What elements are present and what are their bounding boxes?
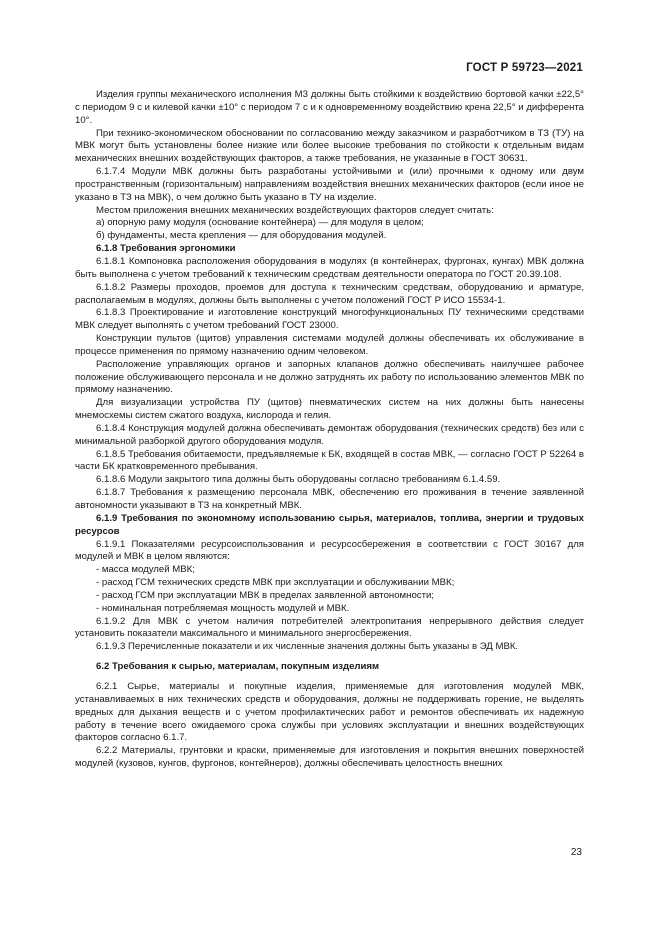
paragraph: Конструкции пультов (щитов) управления системами модулей должны обеспечивать их обслуживание в процессе применения по прямому назначению одним человеком. [75, 333, 584, 357]
paragraph: 6.1.8.4 Конструкция модулей должна обеспечивать демонтаж оборудования (технических средств) без или с минимальной разборкой другого оборудования модуля. [75, 422, 584, 447]
paragraph: Расположение управляющих органов и запорных клапанов должно обеспечивать наилучшее рабочее положение обслуживающего персонала и не должно затруднять их работу по использованию элементов МВК по прямому назначению. [75, 358, 584, 396]
list-item: - номинальная потребляемая мощность модулей и МВК. [96, 602, 350, 614]
paragraph: 6.1.9.3 Перечисленные показатели и их численные значения должны быть указаны в ЭД МВК. [96, 641, 519, 653]
list-item: - расход ГСМ технических средств МВК при эксплуатации и обслуживании МВК; [96, 577, 455, 589]
paragraph: 6.1.8.3 Проектирование и изготовление конструкций многофункциональных ПУ техническими средствами МВК следует выполнять с учетом требований ГОСТ 23000. [75, 307, 584, 332]
paragraph: 6.1.9.2 Для МВК с учетом наличия потребителей электропитания непрерывного действия следует установить показатели максимального и минимального энергосбережения. [75, 615, 584, 640]
paragraph: 6.1.8.7 Требования к размещению персонала МВК, обеспечению его проживания в течение заявленной автономности указывают в ТЗ на конкретный МВК. [75, 487, 584, 511]
document-body [75, 89, 584, 771]
list-item: а) опорную раму модуля (основание контейнера) — для модуля в целом; [96, 217, 424, 229]
paragraph: 6.1.8.1 Компоновка расположения оборудования в модулях (в контейнерах, фургонах, кунгах) МВК должна быть выполнена с учетом требований к техническим средствам деятельности оператора по ГОСТ 20.39.108. [75, 255, 584, 280]
paragraph: 6.1.8.2 Размеры проходов, проемов для доступа к техническим средствам, оборудованию и арматуре, располагаемым в модулях, должны быть выполнены с учетом положений ГОСТ Р ИСО 15534-1. [75, 281, 584, 306]
paragraph: 6.1.9.1 Показателями ресурсоиспользования и ресурсосбережения в соответствии с ГОСТ 30167 для модулей и МВК в целом являются: [75, 538, 584, 563]
paragraph: При технико-экономическом обосновании по согласованию между заказчиком и разработчиком в ТЗ (ТУ) на МВК могут быть установлены более низкие или более высокие требования по стойкости к отдельным видам механических внешних воздействующих факторов, а также требования, не указанные в ГОСТ 30631. [75, 127, 584, 165]
standard-header: ГОСТ Р 59723—2021 [466, 62, 583, 74]
paragraph: 6.1.8.5 Требования обитаемости, предъявляемые к БК, входящей в состав МВК, — согласно ГОСТ Р 52264 в части БК кратковременного пребывания. [75, 448, 584, 473]
paragraph: 6.2.2 Материалы, грунтовки и краски, применяемые для изготовления и покрытия внешних поверхностей модулей (кузовов, кунгов, фургонов, контейнеров), должны обеспечивать целостность внешних [75, 745, 584, 770]
list-item: б) фундаменты, места крепления — для оборудования модулей. [96, 230, 387, 242]
paragraph: 6.2.1 Сырье, материалы и покупные изделия, применяемые для изготовления модулей МВК, устанавливаемых в них технических средств и оборудования, должны не поддерживать горение, не выделять вредных для дыхания веществ и с учетом профилактических работ и ремонтов обеспечивать их надежную работу в течение всего ожидаемого срока службы при условиях эксплуатации и внешних воздействующих факторов согласно 6.1.7. [75, 680, 584, 744]
paragraph: 6.1.8.6 Модули закрытого типа должны быть оборудованы согласно требованиям 6.1.4.59. [96, 474, 501, 486]
list-item: - расход ГСМ при эксплуатации МВК в пределах заявленной автономности; [96, 589, 434, 601]
paragraph: Местом приложения внешних механических воздействующих факторов следует считать: [96, 204, 494, 216]
page-number: 23 [570, 847, 582, 858]
section-heading: 6.1.9 Требования по экономному использованию сырья, материалов, топлива, энергии и трудовых ресурсов [75, 512, 584, 537]
section-heading: 6.1.8 Требования эргономики [96, 243, 236, 255]
paragraph: 6.1.7.4 Модули МВК должны быть разработаны устойчивыми и (или) прочными к одному или двум пространственным (горизонтальным) направлениям воздействия внешних механических факторов (если иное не указано в ТЗ на МВК), о чем должно быть указано в ТУ на изделие. [75, 166, 584, 203]
section-heading: 6.2 Требования к сырью, материалам, покупным изделиям [96, 661, 380, 673]
paragraph: Для визуализации устройства ПУ (щитов) пневматических систем на них должны быть нанесены мнемосхемы систем сжатого воздуха, кислорода и гелия. [75, 397, 584, 422]
paragraph: Изделия группы механического исполнения М3 должны быть стойкими к воздействию бортовой качки ±22,5° с периодом 9 с и килевой качки ±10° с периодом 7 с и к одновременному воздействию крена 22,5° и дифферента 10°. [75, 89, 584, 126]
list-item: - масса модулей МВК; [96, 564, 195, 576]
